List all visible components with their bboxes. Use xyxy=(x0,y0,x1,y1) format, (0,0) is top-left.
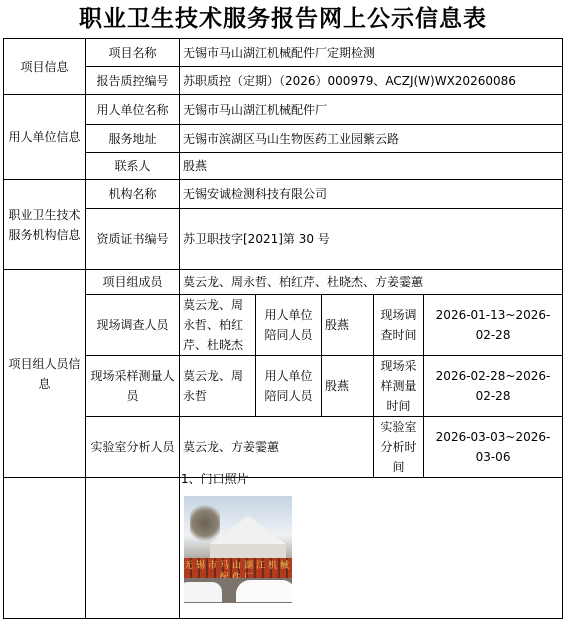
lab-staff-label: 实验室分析人员 xyxy=(86,417,180,478)
employer-name-value: 无锡市马山湖江机械配件厂 xyxy=(180,95,563,125)
table-row xyxy=(4,295,563,356)
lab-time-label: 实验室分析时间 xyxy=(374,417,424,478)
table-row xyxy=(4,209,563,270)
photo-tree xyxy=(190,502,220,544)
report-no-label: 报告质控编号 xyxy=(86,67,180,95)
project-name-label: 项目名称 xyxy=(86,39,180,67)
sampling-accomp-value: 殷燕 xyxy=(322,356,374,417)
report-no-value: 苏职质控（定期）（2026）000979、ACZJ(W)WX20260086 xyxy=(180,67,563,95)
contact-value: 殷燕 xyxy=(180,153,563,180)
table-row xyxy=(4,356,563,417)
section-project-info: 项目信息 xyxy=(4,39,86,95)
sampling-time-label: 现场采样测量时间 xyxy=(374,356,424,417)
photo-caption: 1、门口照片 xyxy=(181,472,249,486)
lab-staff-value: 莫云龙、方姜霎蕙 xyxy=(180,417,374,478)
photo-car xyxy=(184,582,222,602)
table-row xyxy=(4,39,563,67)
service-address-label: 服务地址 xyxy=(86,125,180,153)
table-row xyxy=(4,67,563,95)
contact-label: 联系人 xyxy=(86,153,180,180)
cert-no-label: 资质证书编号 xyxy=(86,209,180,270)
page-title: 职业卫生技术服务报告网上公示信息表 xyxy=(79,5,487,32)
agency-name-value: 无锡安诚检测科技有限公司 xyxy=(180,180,563,209)
table-row xyxy=(4,180,563,209)
team-members-value: 莫云龙、周永哲、柏红芹、杜晓杰、方姜霎蕙 xyxy=(180,270,563,295)
survey-staff-value: 莫云龙、周永哲、柏红芹、杜晓杰 xyxy=(180,295,256,356)
cert-no-value: 苏卫职技字[2021]第 30 号 xyxy=(180,209,563,270)
survey-accomp-value: 殷燕 xyxy=(322,295,374,356)
photo-row-blank xyxy=(4,478,86,619)
survey-staff-label: 现场调查人员 xyxy=(86,295,180,356)
survey-time-value: 2026-01-13~2026-02-28 xyxy=(424,295,563,356)
photo-sign: 无锡市马山湖江机械 xyxy=(184,561,292,571)
employer-name-label: 用人单位名称 xyxy=(86,95,180,125)
photo-car xyxy=(236,580,292,602)
section-agency-info: 职业卫生技术服务机构信息 xyxy=(4,180,86,270)
table-row xyxy=(4,270,563,295)
lab-time-value: 2026-03-03~2026-03-06 xyxy=(424,417,563,478)
entrance-photo xyxy=(184,496,292,603)
sampling-time-value: 2026-02-28~2026-02-28 xyxy=(424,356,563,417)
sampling-staff-value: 莫云龙、周永哲 xyxy=(180,356,256,417)
agency-name-label: 机构名称 xyxy=(86,180,180,209)
sampling-staff-label: 现场采样测量人员 xyxy=(86,356,180,417)
section-employer-info: 用人单位信息 xyxy=(4,95,86,180)
sampling-accomp-label: 用人单位陪同人员 xyxy=(256,356,322,417)
photo-row-blank-label xyxy=(86,478,180,619)
section-team-info: 项目组人员信息 xyxy=(4,270,86,478)
table-row xyxy=(4,125,563,153)
survey-time-label: 现场调查时间 xyxy=(374,295,424,356)
table-row xyxy=(4,153,563,180)
service-address-value: 无锡市滨湖区马山生物医药工业园紫云路 xyxy=(180,125,563,153)
team-members-label: 项目组成员 xyxy=(86,270,180,295)
table-row xyxy=(4,417,563,478)
project-name-value: 无锡市马山湖江机械配件厂定期检测 xyxy=(180,39,563,67)
survey-accomp-label: 用人单位陪同人员 xyxy=(256,295,322,356)
table-row xyxy=(4,95,563,125)
